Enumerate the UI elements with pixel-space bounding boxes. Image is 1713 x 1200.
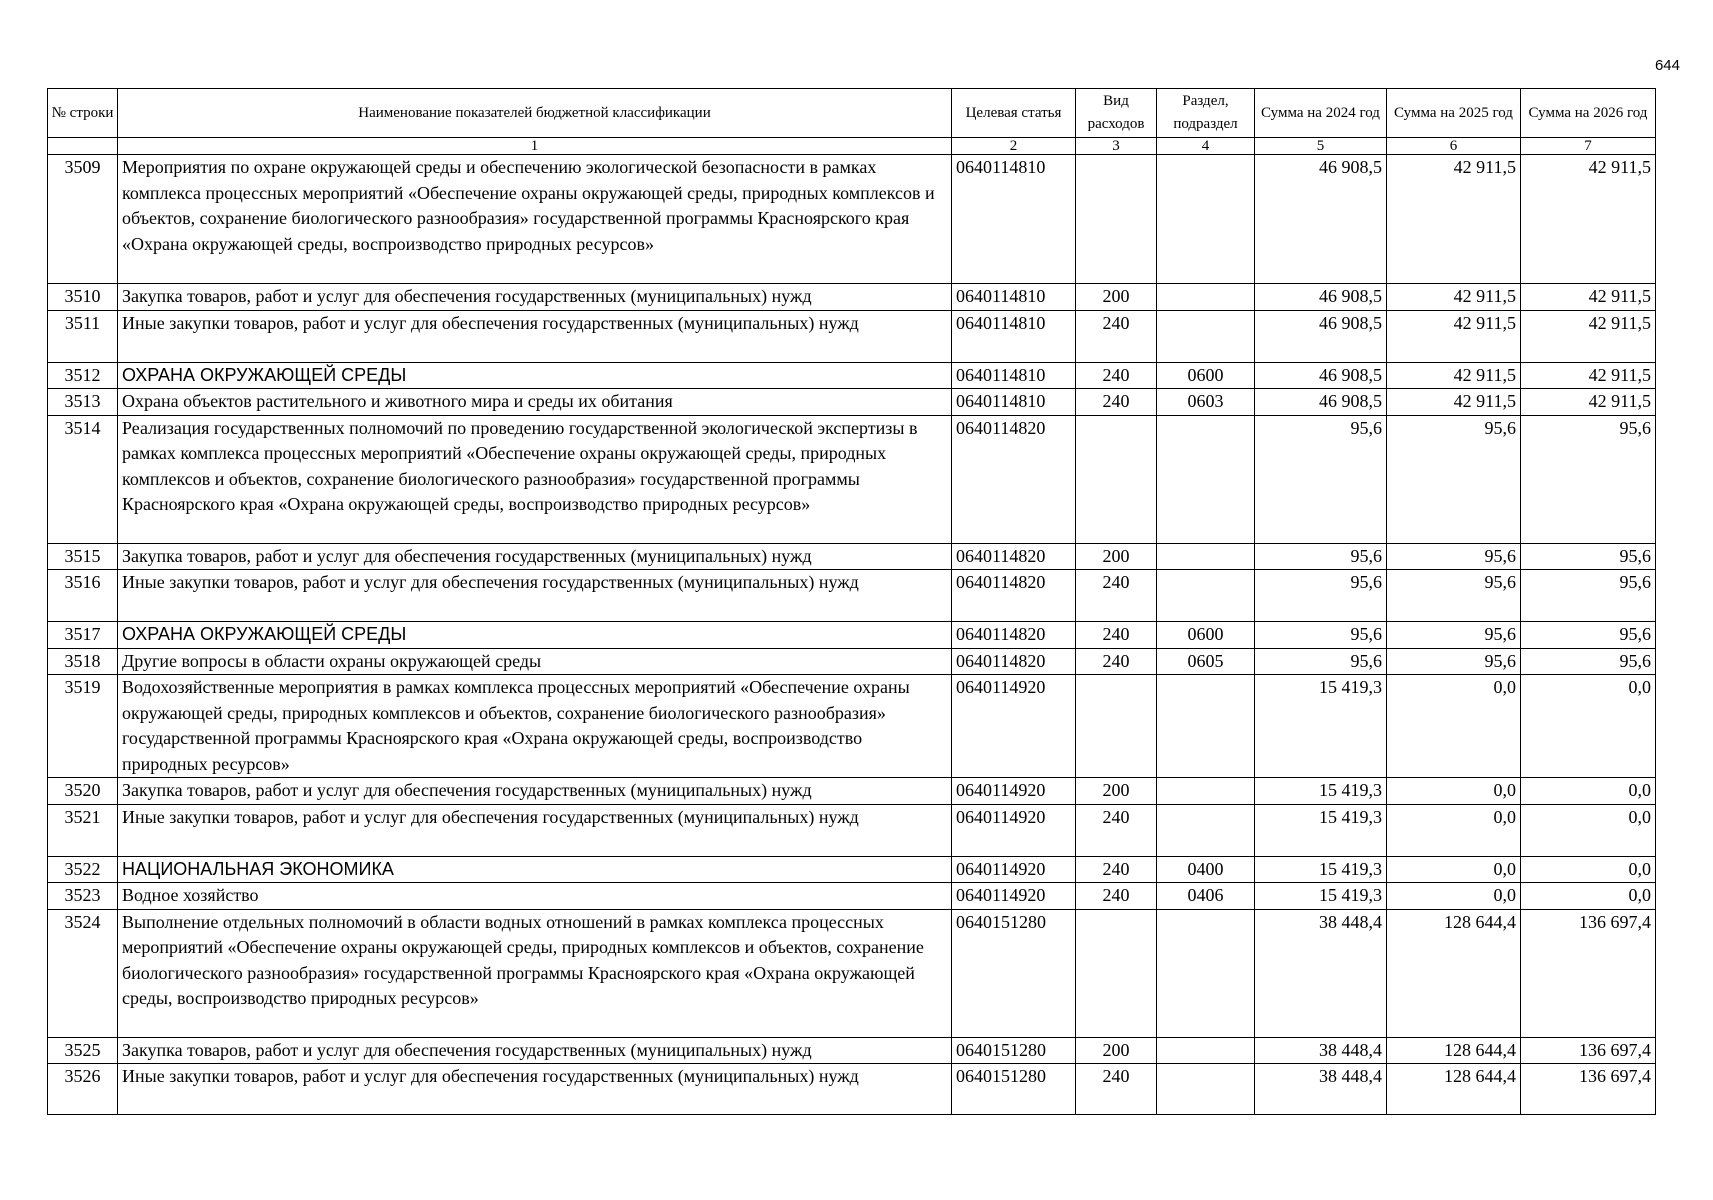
row-sum-2026: 95,6	[1521, 622, 1656, 649]
row-sum-2024: 15 419,3	[1255, 675, 1387, 778]
row-kind	[1076, 415, 1157, 543]
row-sum-2025: 42 911,5	[1387, 155, 1521, 284]
row-number: 3510	[48, 284, 118, 311]
row-number: 3514	[48, 415, 118, 543]
table-row	[48, 1064, 1656, 1115]
row-number: 3511	[48, 310, 118, 362]
row-sum-2024: 46 908,5	[1255, 362, 1387, 389]
header-line-no: № строки	[48, 89, 118, 138]
table-row	[48, 310, 1656, 362]
row-name: Закупка товаров, работ и услуг для обеспечения государственных (муниципальных) нужд	[118, 778, 952, 805]
row-target: 0640151280	[952, 1037, 1076, 1064]
row-sum-2025: 95,6	[1387, 648, 1521, 675]
row-kind: 200	[1076, 778, 1157, 805]
table-row	[48, 155, 1656, 284]
table-row	[48, 883, 1656, 910]
row-section: 0600	[1157, 622, 1255, 649]
row-target: 0640114810	[952, 389, 1076, 416]
row-name: Иные закупки товаров, работ и услуг для обеспечения государственных (муниципальных) нужд	[118, 310, 952, 362]
row-sum-2025: 95,6	[1387, 622, 1521, 649]
table-row	[48, 543, 1656, 570]
row-sum-2026: 95,6	[1521, 570, 1656, 622]
row-number: 3519	[48, 675, 118, 778]
row-section: 0603	[1157, 389, 1255, 416]
row-kind: 240	[1076, 804, 1157, 856]
row-section	[1157, 675, 1255, 778]
row-sum-2024: 38 448,4	[1255, 1037, 1387, 1064]
row-target: 0640114920	[952, 804, 1076, 856]
row-kind	[1076, 155, 1157, 284]
row-sum-2025: 0,0	[1387, 883, 1521, 910]
row-sum-2025: 0,0	[1387, 804, 1521, 856]
row-number: 3526	[48, 1064, 118, 1115]
row-sum-2024: 95,6	[1255, 648, 1387, 675]
table-row	[48, 415, 1656, 543]
row-target: 0640151280	[952, 1064, 1076, 1115]
row-sum-2026: 42 911,5	[1521, 389, 1656, 416]
row-kind	[1076, 909, 1157, 1037]
row-number: 3513	[48, 389, 118, 416]
row-kind: 240	[1076, 648, 1157, 675]
colnum-1: 1	[118, 138, 952, 155]
row-sum-2024: 95,6	[1255, 415, 1387, 543]
row-name: Водохозяйственные мероприятия в рамках комплекса процессных мероприятий «Обеспечение охраны окружающей среды, природных комплексов и объектов, сохранение биологического разнообразия» государственной программы Красноярского края «Охрана окружающей среды, воспроизводство природных ресурсов»	[118, 675, 952, 778]
row-target: 0640114920	[952, 856, 1076, 883]
row-number: 3515	[48, 543, 118, 570]
row-number: 3525	[48, 1037, 118, 1064]
row-number: 3523	[48, 883, 118, 910]
row-sum-2025: 42 911,5	[1387, 362, 1521, 389]
header-sum-2024: Сумма на 2024 год	[1255, 89, 1387, 138]
row-kind: 200	[1076, 1037, 1157, 1064]
row-name: Иные закупки товаров, работ и услуг для обеспечения государственных (муниципальных) нужд	[118, 804, 952, 856]
row-name: НАЦИОНАЛЬНАЯ ЭКОНОМИКА	[118, 856, 952, 883]
table-row	[48, 284, 1656, 311]
row-kind: 200	[1076, 284, 1157, 311]
row-sum-2025: 128 644,4	[1387, 1064, 1521, 1115]
row-number: 3518	[48, 648, 118, 675]
row-sum-2025: 0,0	[1387, 856, 1521, 883]
colnum-2: 2	[952, 138, 1076, 155]
row-kind: 240	[1076, 389, 1157, 416]
row-sum-2025: 95,6	[1387, 415, 1521, 543]
row-target: 0640114810	[952, 155, 1076, 284]
row-sum-2026: 42 911,5	[1521, 310, 1656, 362]
page-number: 644	[1654, 57, 1680, 74]
row-kind: 240	[1076, 362, 1157, 389]
header-sum-2026: Сумма на 2026 год	[1521, 89, 1656, 138]
row-kind: 240	[1076, 1064, 1157, 1115]
row-sum-2024: 38 448,4	[1255, 1064, 1387, 1115]
table-row	[48, 622, 1656, 649]
table-row	[48, 778, 1656, 805]
row-name: Другие вопросы в области охраны окружающей среды	[118, 648, 952, 675]
row-sum-2024: 95,6	[1255, 570, 1387, 622]
row-sum-2024: 46 908,5	[1255, 155, 1387, 284]
row-sum-2026: 136 697,4	[1521, 1037, 1656, 1064]
row-sum-2026: 0,0	[1521, 778, 1656, 805]
budget-table	[47, 88, 1656, 1115]
row-sum-2026: 42 911,5	[1521, 155, 1656, 284]
header-sum-2025: Сумма на 2025 год	[1387, 89, 1521, 138]
table-row	[48, 856, 1656, 883]
row-name: Закупка товаров, работ и услуг для обеспечения государственных (муниципальных) нужд	[118, 1037, 952, 1064]
row-number: 3516	[48, 570, 118, 622]
row-section	[1157, 804, 1255, 856]
row-target: 0640114810	[952, 284, 1076, 311]
header-row	[48, 89, 1656, 138]
row-section	[1157, 1064, 1255, 1115]
row-kind: 240	[1076, 856, 1157, 883]
row-sum-2026: 0,0	[1521, 883, 1656, 910]
row-section	[1157, 415, 1255, 543]
row-section	[1157, 570, 1255, 622]
row-sum-2025: 0,0	[1387, 778, 1521, 805]
row-number: 3517	[48, 622, 118, 649]
row-number: 3509	[48, 155, 118, 284]
table-row	[48, 804, 1656, 856]
header-section: Раздел, подраздел	[1157, 89, 1255, 138]
row-section	[1157, 543, 1255, 570]
row-sum-2026: 0,0	[1521, 675, 1656, 778]
row-sum-2025: 95,6	[1387, 570, 1521, 622]
row-target: 0640114810	[952, 310, 1076, 362]
row-sum-2024: 38 448,4	[1255, 909, 1387, 1037]
header-name: Наименование показателей бюджетной классификации	[118, 89, 952, 138]
row-sum-2025: 42 911,5	[1387, 310, 1521, 362]
row-sum-2026: 0,0	[1521, 856, 1656, 883]
row-kind: 240	[1076, 310, 1157, 362]
row-target: 0640114920	[952, 778, 1076, 805]
colnum-0	[48, 138, 118, 155]
row-sum-2025: 95,6	[1387, 543, 1521, 570]
row-sum-2024: 15 419,3	[1255, 856, 1387, 883]
row-sum-2026: 95,6	[1521, 648, 1656, 675]
row-name: Закупка товаров, работ и услуг для обеспечения государственных (муниципальных) нужд	[118, 543, 952, 570]
row-sum-2026: 136 697,4	[1521, 1064, 1656, 1115]
row-sum-2024: 95,6	[1255, 622, 1387, 649]
row-target: 0640114820	[952, 543, 1076, 570]
row-target: 0640114920	[952, 883, 1076, 910]
colnum-7: 7	[1521, 138, 1656, 155]
column-number-row	[48, 138, 1656, 155]
colnum-6: 6	[1387, 138, 1521, 155]
row-name: ОХРАНА ОКРУЖАЮЩЕЙ СРЕДЫ	[118, 622, 952, 649]
row-number: 3522	[48, 856, 118, 883]
row-sum-2024: 15 419,3	[1255, 778, 1387, 805]
row-name: Выполнение отдельных полномочий в области водных отношений в рамках комплекса процессных мероприятий «Обеспечение охраны окружающей среды, природных комплексов и объектов, сохранение биологического разнообразия» государственной программы Красноярского края «Охрана окружающей среды, воспроизводство природных ресурсов»	[118, 909, 952, 1037]
row-section: 0600	[1157, 362, 1255, 389]
row-target: 0640114820	[952, 622, 1076, 649]
row-sum-2024: 15 419,3	[1255, 804, 1387, 856]
table-row	[48, 675, 1656, 778]
row-name: Иные закупки товаров, работ и услуг для обеспечения государственных (муниципальных) нужд	[118, 1064, 952, 1115]
header-kind: Вид расходов	[1076, 89, 1157, 138]
table-row	[48, 1037, 1656, 1064]
row-target: 0640114820	[952, 570, 1076, 622]
row-section	[1157, 909, 1255, 1037]
row-sum-2025: 128 644,4	[1387, 1037, 1521, 1064]
header-target: Целевая статья	[952, 89, 1076, 138]
row-section: 0400	[1157, 856, 1255, 883]
row-target: 0640114920	[952, 675, 1076, 778]
row-sum-2026: 95,6	[1521, 543, 1656, 570]
row-kind: 240	[1076, 622, 1157, 649]
row-sum-2024: 15 419,3	[1255, 883, 1387, 910]
row-section: 0605	[1157, 648, 1255, 675]
row-sum-2024: 46 908,5	[1255, 284, 1387, 311]
row-section	[1157, 1037, 1255, 1064]
row-sum-2025: 128 644,4	[1387, 909, 1521, 1037]
row-sum-2026: 42 911,5	[1521, 362, 1656, 389]
row-sum-2026: 42 911,5	[1521, 284, 1656, 311]
row-name: Мероприятия по охране окружающей среды и обеспечению экологической безопасности в рамках комплекса процессных мероприятий «Обеспечение охраны окружающей среды, природных комплексов и объектов, сохранение биологического разнообразия» государственной программы Красноярского края «Охрана окружающей среды, воспроизводство природных ресурсов»	[118, 155, 952, 284]
table-row	[48, 362, 1656, 389]
row-sum-2024: 95,6	[1255, 543, 1387, 570]
row-target: 0640114820	[952, 415, 1076, 543]
row-number: 3524	[48, 909, 118, 1037]
table-row	[48, 570, 1656, 622]
row-sum-2024: 46 908,5	[1255, 389, 1387, 416]
row-section	[1157, 155, 1255, 284]
row-kind: 240	[1076, 883, 1157, 910]
row-name: Охрана объектов растительного и животного мира и среды их обитания	[118, 389, 952, 416]
row-name: Водное хозяйство	[118, 883, 952, 910]
table-row	[48, 389, 1656, 416]
row-name: Иные закупки товаров, работ и услуг для обеспечения государственных (муниципальных) нужд	[118, 570, 952, 622]
row-sum-2025: 42 911,5	[1387, 284, 1521, 311]
row-section	[1157, 778, 1255, 805]
row-kind: 240	[1076, 570, 1157, 622]
row-sum-2025: 0,0	[1387, 675, 1521, 778]
colnum-3: 3	[1076, 138, 1157, 155]
row-name: Закупка товаров, работ и услуг для обеспечения государственных (муниципальных) нужд	[118, 284, 952, 311]
colnum-5: 5	[1255, 138, 1387, 155]
row-sum-2026: 136 697,4	[1521, 909, 1656, 1037]
row-number: 3521	[48, 804, 118, 856]
row-kind	[1076, 675, 1157, 778]
table-row	[48, 909, 1656, 1037]
row-number: 3512	[48, 362, 118, 389]
row-section: 0406	[1157, 883, 1255, 910]
row-section	[1157, 310, 1255, 362]
row-target: 0640151280	[952, 909, 1076, 1037]
row-sum-2025: 42 911,5	[1387, 389, 1521, 416]
row-sum-2026: 0,0	[1521, 804, 1656, 856]
row-target: 0640114810	[952, 362, 1076, 389]
table-row	[48, 648, 1656, 675]
row-number: 3520	[48, 778, 118, 805]
row-sum-2026: 95,6	[1521, 415, 1656, 543]
row-target: 0640114820	[952, 648, 1076, 675]
row-kind: 200	[1076, 543, 1157, 570]
row-section	[1157, 284, 1255, 311]
row-name: Реализация государственных полномочий по проведению государственной экологической экспертизы в рамках комплекса процессных мероприятий «Обеспечение охраны окружающей среды, природных комплексов и объектов, сохранение биологического разнообразия» государственной программы Красноярского края «Охрана окружающей среды, воспроизводство природных ресурсов»	[118, 415, 952, 543]
colnum-4: 4	[1157, 138, 1255, 155]
row-sum-2024: 46 908,5	[1255, 310, 1387, 362]
row-name: ОХРАНА ОКРУЖАЮЩЕЙ СРЕДЫ	[118, 362, 952, 389]
